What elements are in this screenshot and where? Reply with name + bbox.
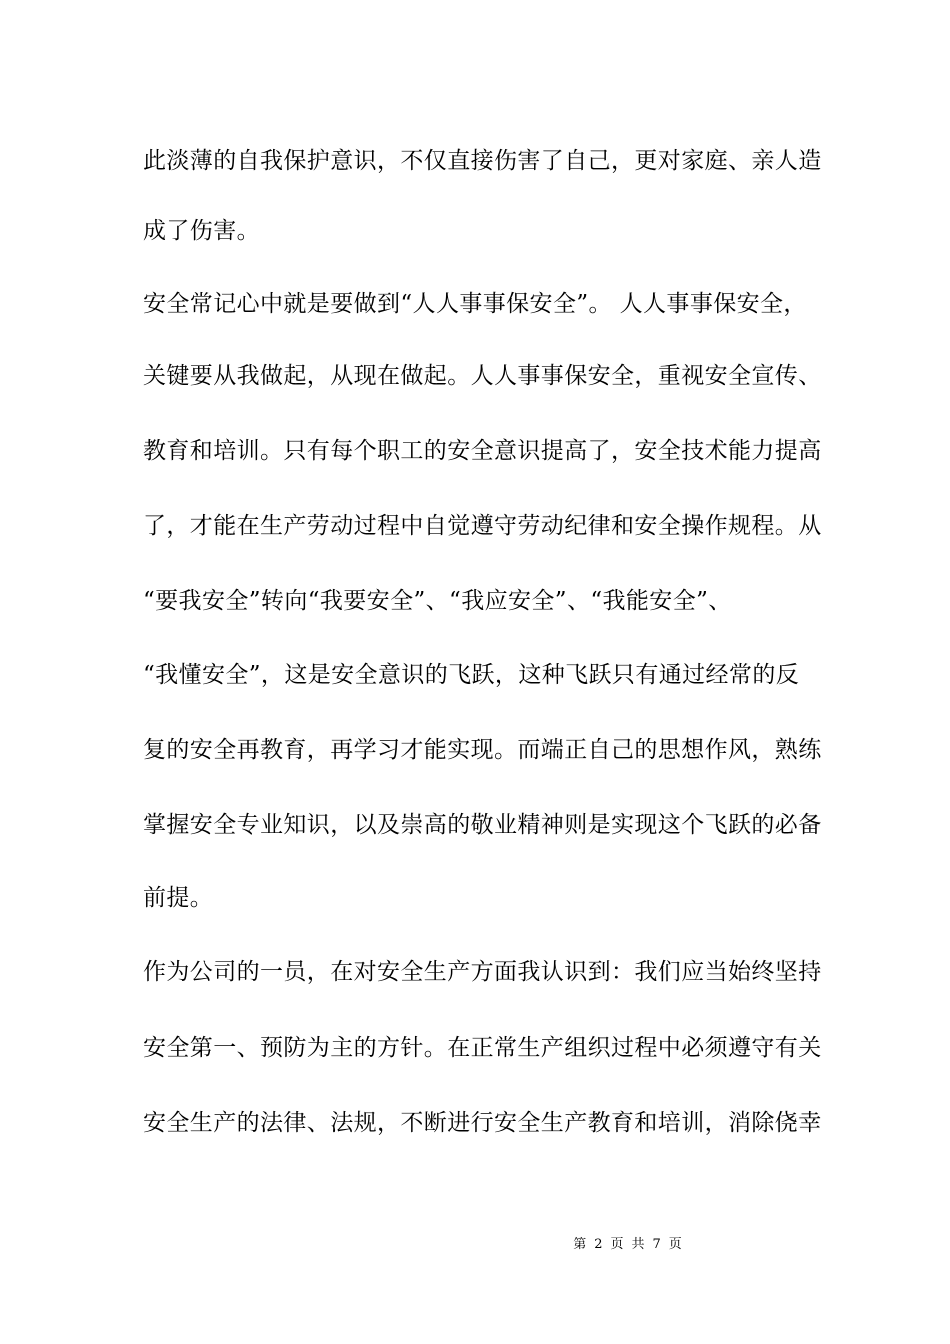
total-word: 共 — [631, 1237, 645, 1252]
body-line-10: 掌握安全专业知识，以及崇高的敬业精神则是实现这个飞跃的必备 — [143, 812, 822, 838]
page-number — [573, 1236, 682, 1254]
current-page: 2 — [594, 1237, 603, 1252]
body-line-11: 前提。 — [143, 885, 214, 911]
body-line-8: “我懂安全”，这是安全意识的飞跃，这种飞跃只有通过经常的反 — [143, 662, 800, 688]
body-line-7: “要我安全”转向“我要安全”、“我应安全”、“我能安全”、 — [143, 588, 732, 614]
body-line-6: 了，才能在生产劳动过程中自觉遵守劳动纪律和安全操作规程。从 — [143, 513, 822, 539]
body-line-12: 作为公司的一员，在对安全生产方面我认识到：我们应当始终坚持 — [143, 959, 822, 985]
body-line-13: 安全第一、预防为主的方针。在正常生产组织过程中必须遵守有关 — [143, 1035, 822, 1061]
body-line-4: 关键要从我做起，从现在做起。人人事事保安全，重视安全宣传、 — [143, 363, 822, 389]
page-prefix: 第 — [573, 1237, 587, 1252]
body-line-5: 教育和培训。只有每个职工的安全意识提高了，安全技术能力提高 — [143, 438, 822, 464]
body-line-14: 安全生产的法律、法规，不断进行安全生产教育和培训，消除侥幸 — [143, 1110, 822, 1136]
body-line-9: 复的安全再教育，再学习才能实现。而端正自己的思想作风，熟练 — [143, 737, 822, 763]
body-line-2: 成了伤害。 — [143, 218, 260, 244]
body-line-3: 安全常记心中就是要做到“人人事事保安全”。 人人事事保安全， — [143, 291, 807, 317]
page-suffix: 页 — [668, 1237, 682, 1252]
page-word: 页 — [610, 1237, 624, 1252]
page-footer — [0, 1236, 950, 1254]
body-line-1: 此淡薄的自我保护意识，不仅直接伤害了自己，更对家庭、亲人造 — [143, 148, 822, 174]
total-pages: 7 — [652, 1237, 661, 1252]
